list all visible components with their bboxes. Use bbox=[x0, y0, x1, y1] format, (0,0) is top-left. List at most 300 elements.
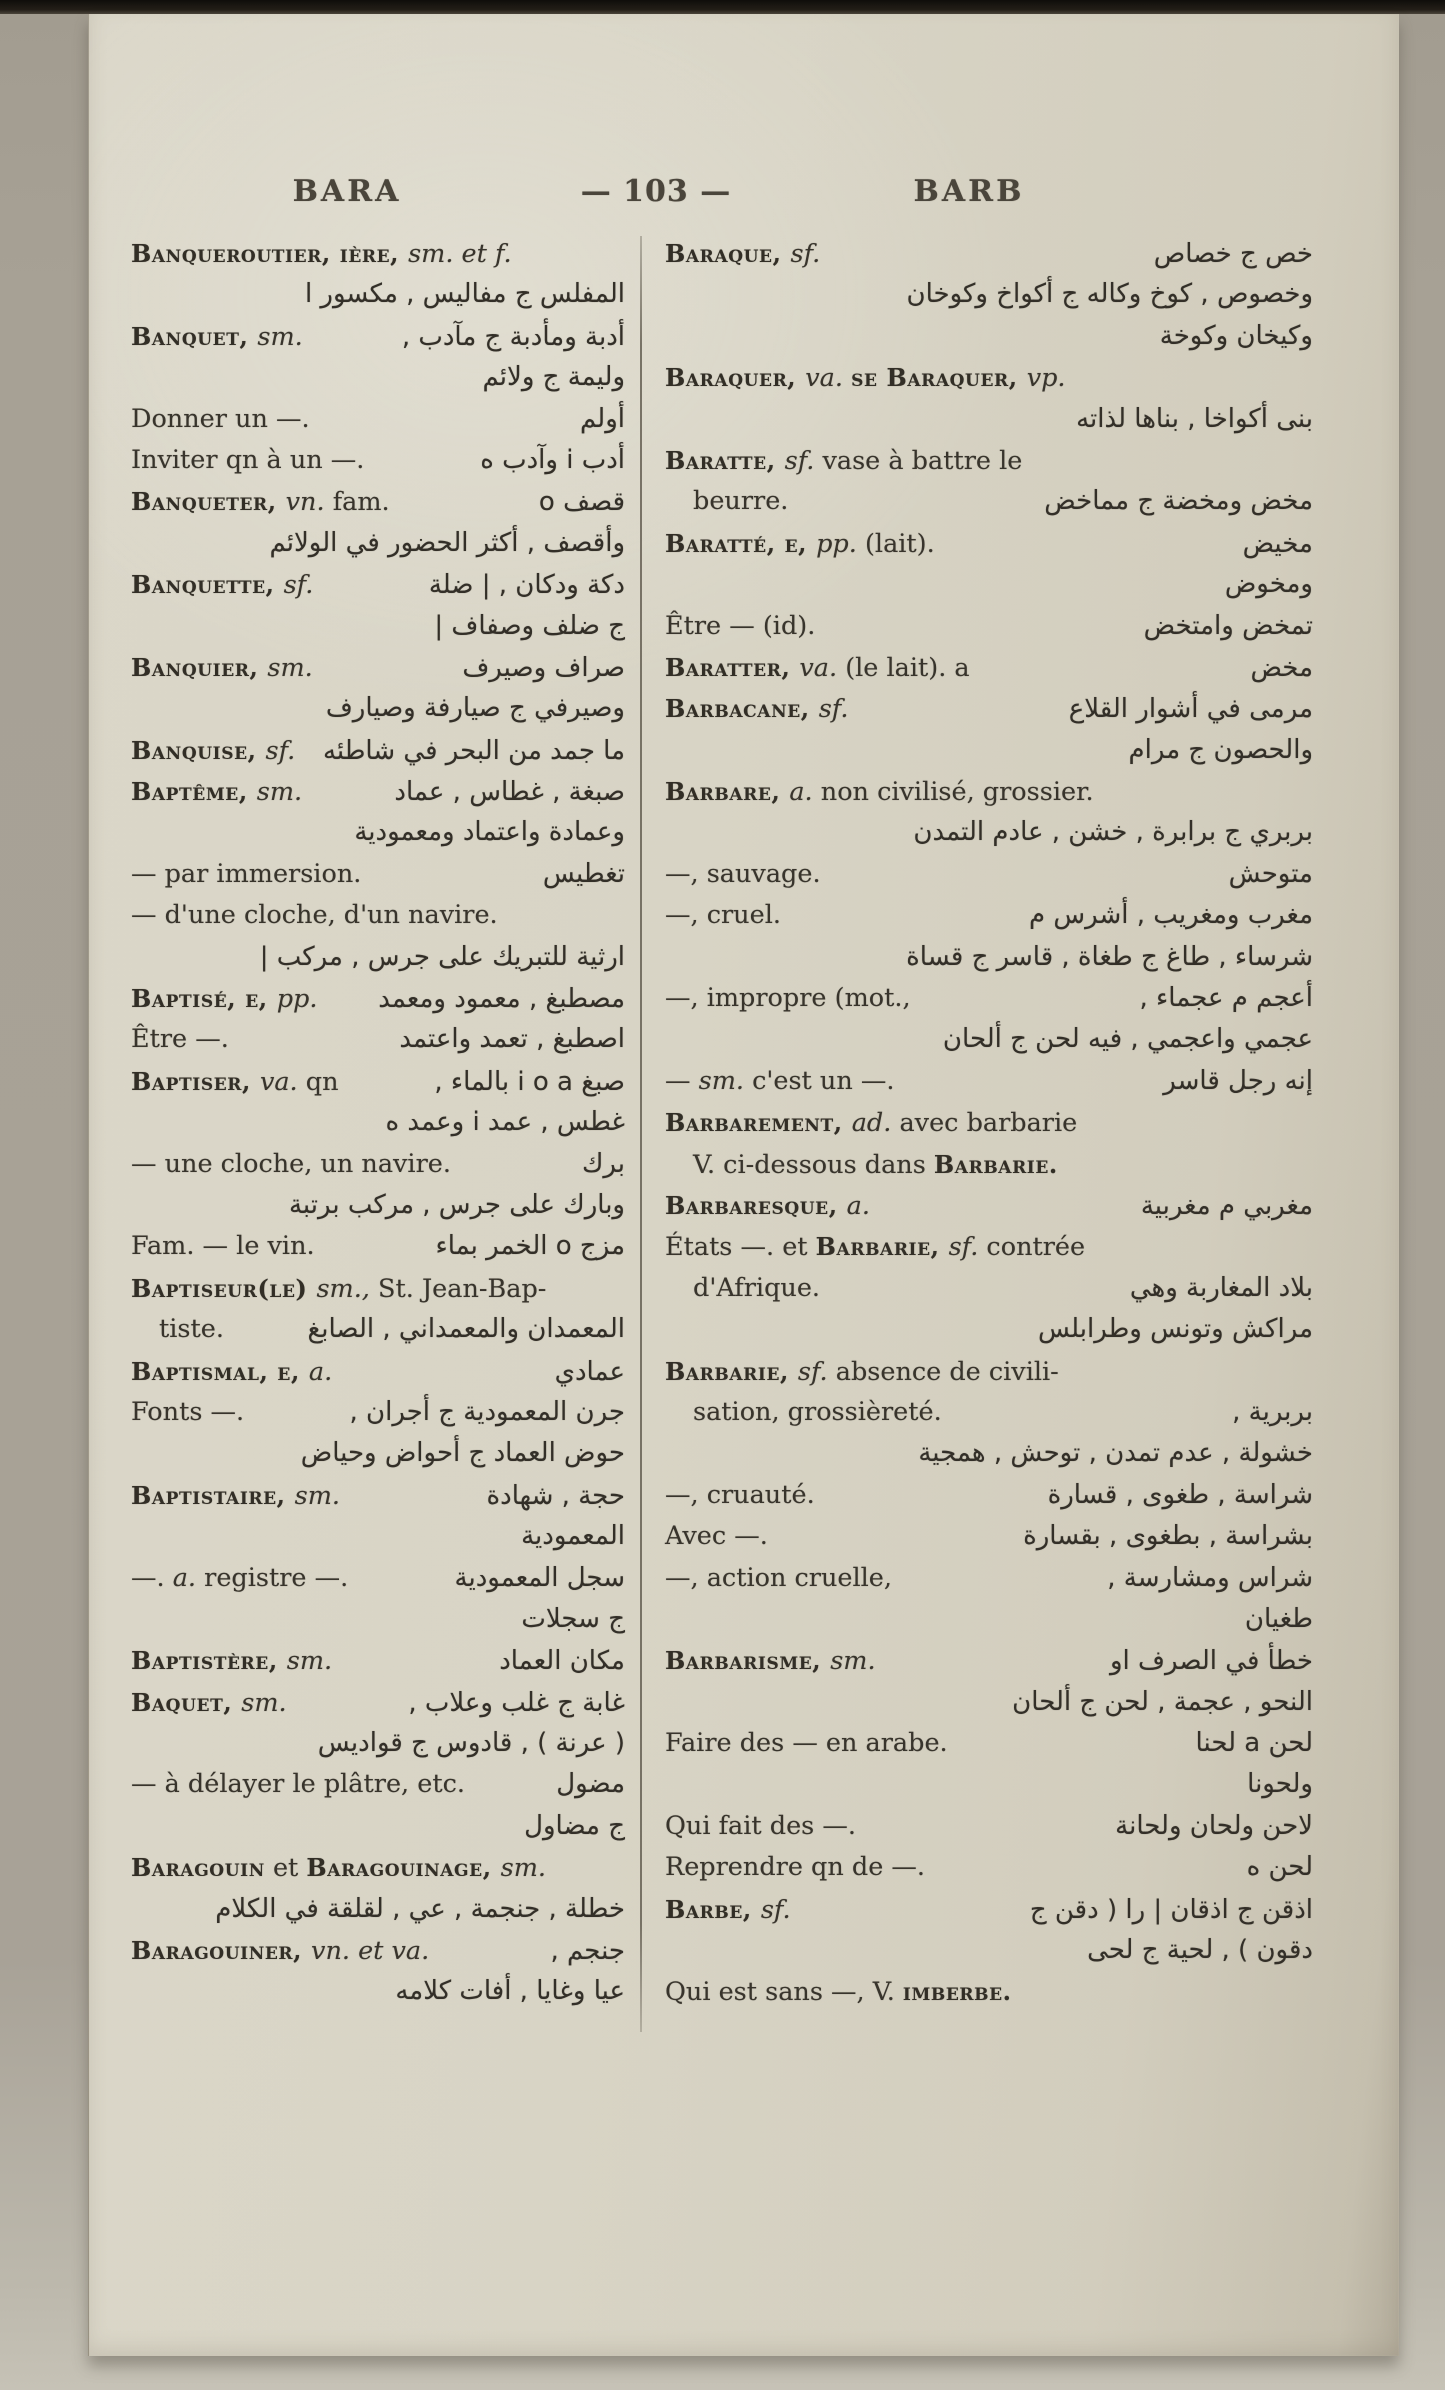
headword: Baptistère, bbox=[131, 1646, 287, 1676]
headword: Baptiseur(le) bbox=[131, 1273, 317, 1303]
french-segment: a. bbox=[172, 1562, 197, 1593]
french-text bbox=[131, 1351, 332, 1393]
french-text bbox=[665, 523, 935, 565]
french-segment: sation, grossièreté. bbox=[693, 1396, 942, 1427]
arabic-text: مخض ومخضة ج مماخض bbox=[1044, 486, 1313, 517]
french-text bbox=[131, 316, 303, 358]
arabic-text: قصف o bbox=[538, 487, 625, 518]
french-segment: (le lait). a bbox=[845, 652, 970, 683]
arabic-text: شراس ومشارسة , bbox=[1107, 1562, 1313, 1593]
french-segment: a. bbox=[789, 777, 821, 808]
french-segment: Être —. bbox=[131, 1024, 229, 1055]
french-segment: sm. bbox=[286, 1646, 333, 1677]
french-text bbox=[665, 1723, 948, 1764]
headword: Banquise, bbox=[131, 735, 266, 765]
dict-line bbox=[665, 606, 1313, 647]
arabic-text: والحصون ج مرام bbox=[1128, 734, 1313, 765]
headword: Barbare, bbox=[665, 777, 790, 807]
dict-line bbox=[665, 1144, 1313, 1185]
arabic-text: أدبة ومأدبة ج مآدب , bbox=[401, 321, 625, 352]
dict-line bbox=[665, 1475, 1313, 1516]
running-head-left: BARA bbox=[292, 174, 402, 209]
french-text bbox=[131, 771, 302, 813]
french-text bbox=[131, 1558, 348, 1599]
arabic-text: ج مضاول bbox=[524, 1810, 625, 1841]
french-text bbox=[131, 1268, 546, 1310]
french-text bbox=[665, 440, 1022, 482]
dict-line bbox=[665, 647, 1313, 688]
french-segment: sm. et f. bbox=[408, 239, 512, 269]
french-segment: Fonts —. bbox=[131, 1396, 245, 1427]
arabic-text: متوحش bbox=[1228, 858, 1313, 889]
french-segment: V. ci-dessous dans bbox=[693, 1149, 934, 1180]
dict-line bbox=[665, 937, 1313, 978]
dict-line bbox=[131, 1475, 625, 1516]
dict-line bbox=[131, 1185, 625, 1226]
arabic-text: بشراسة , بطغوى , بقسارة bbox=[1023, 1521, 1313, 1552]
arabic-text: جرن المعمودية ج أجران , bbox=[349, 1396, 625, 1427]
dict-line bbox=[665, 854, 1313, 895]
arabic-text: المعمودية bbox=[521, 1521, 625, 1552]
french-text bbox=[665, 1847, 925, 1888]
arabic-text: خشولة , عدم تمدن , توحش , همجية bbox=[918, 1438, 1313, 1469]
french-text bbox=[131, 564, 313, 606]
arabic-text: عجمي واعجمي , فيه لحن ج ألحان bbox=[942, 1024, 1313, 1055]
dict-line bbox=[665, 1185, 1313, 1226]
french-text bbox=[131, 1640, 332, 1682]
headword: Baratter, bbox=[665, 652, 800, 682]
french-segment: vp. bbox=[1026, 363, 1066, 394]
dict-line bbox=[665, 1392, 1313, 1433]
arabic-text: وكيخان وكوخة bbox=[1159, 320, 1313, 351]
arabic-text: لحن ه bbox=[1246, 1852, 1313, 1883]
french-segment: qn bbox=[297, 1066, 339, 1097]
arabic-text: حجة , شهادة bbox=[486, 1480, 625, 1511]
arabic-text: أولم bbox=[579, 403, 625, 434]
french-text bbox=[665, 1185, 870, 1227]
french-segment: sm. bbox=[267, 652, 313, 683]
french-text bbox=[131, 1764, 465, 1805]
headword: Baragouinage, bbox=[306, 1853, 501, 1883]
french-text bbox=[665, 647, 970, 689]
arabic-text: اصطبغ , تعمد واعتمد bbox=[399, 1024, 625, 1055]
arabic-text: عيا وغايا , أفات كلامه bbox=[395, 1976, 625, 2007]
dict-line bbox=[131, 1930, 625, 1971]
french-segment: fam. bbox=[324, 487, 390, 518]
arabic-text: مصطبغ , معمود ومعمد bbox=[378, 984, 625, 1015]
arabic-text: المعمدان والمعمداني , الصابغ bbox=[307, 1314, 625, 1345]
headword: Barbe, bbox=[665, 1894, 761, 1924]
dict-line bbox=[665, 1930, 1313, 1971]
french-text bbox=[665, 1971, 1012, 2013]
arabic-text: صبغة , غطاس , عماد bbox=[394, 777, 625, 808]
french-text bbox=[131, 978, 317, 1020]
dict-line bbox=[131, 1599, 625, 1640]
dict-line bbox=[665, 481, 1313, 522]
french-text bbox=[131, 730, 295, 772]
dict-line bbox=[665, 1764, 1313, 1805]
french-segment: sf. bbox=[790, 239, 821, 269]
arabic-text: حوض العماد ج أحواض وحياض bbox=[300, 1438, 625, 1469]
arabic-text: غطس , عمد i وعمد ه bbox=[385, 1107, 625, 1138]
headword: Baragouin bbox=[131, 1853, 265, 1883]
french-segment: va. bbox=[259, 1066, 298, 1097]
dict-line bbox=[665, 1723, 1313, 1764]
dict-line bbox=[131, 647, 625, 688]
french-text bbox=[665, 1889, 791, 1931]
french-segment: c'est un —. bbox=[743, 1065, 895, 1096]
arabic-text: وعمادة واعتماد ومعمودية bbox=[354, 817, 625, 848]
arabic-text: تغطيس bbox=[542, 858, 625, 889]
dict-line bbox=[665, 812, 1313, 853]
dict-line bbox=[665, 1019, 1313, 1060]
french-segment: —, cruauté. bbox=[665, 1479, 815, 1510]
arabic-text: صراف وصيرف bbox=[462, 652, 625, 683]
french-segment: —, sauvage. bbox=[665, 858, 821, 889]
french-segment: Être — (id). bbox=[665, 610, 816, 641]
headword: Barbarisme, bbox=[665, 1646, 831, 1676]
dict-line bbox=[131, 399, 625, 440]
right-column bbox=[665, 233, 1313, 2013]
photo-top-edge bbox=[0, 0, 1445, 14]
arabic-text: اذقن ج اذقان | را ( دقن ج bbox=[1029, 1894, 1313, 1925]
headword: Baragouiner, bbox=[131, 1936, 312, 1966]
dict-line bbox=[131, 1764, 625, 1805]
headword: Baratté, e, bbox=[665, 528, 817, 558]
dict-line bbox=[131, 440, 625, 481]
arabic-text: مغربي م مغربية bbox=[1140, 1190, 1313, 1221]
french-segment: sm. bbox=[256, 777, 303, 808]
french-segment: vase à battre le bbox=[822, 445, 1023, 476]
dict-line bbox=[131, 978, 625, 1019]
arabic-text: مرمى في أشوار القلاع bbox=[1068, 694, 1313, 725]
arabic-text: دقون ) , لحية ج لحى bbox=[1087, 1935, 1313, 1966]
dict-line bbox=[665, 523, 1313, 564]
dict-line bbox=[665, 1351, 1313, 1392]
arabic-text: خطلة , جنجمة , عي , لقلقة في الكلام bbox=[215, 1893, 625, 1924]
french-text bbox=[131, 647, 313, 689]
arabic-text: إنه رجل قاسر bbox=[1163, 1065, 1313, 1096]
headword: Barbarie, bbox=[665, 1356, 798, 1386]
dict-line bbox=[665, 1599, 1313, 1640]
dict-line bbox=[665, 1889, 1313, 1930]
french-text bbox=[131, 1682, 287, 1724]
french-segment: Fam. — le vin. bbox=[131, 1231, 315, 1262]
french-segment: vn. bbox=[285, 487, 325, 518]
dict-line bbox=[665, 1102, 1313, 1143]
arabic-text: مضول bbox=[556, 1769, 625, 1800]
arabic-text: ج ضلف وصفاف | bbox=[434, 610, 625, 641]
running-head-right: BARB bbox=[913, 174, 1025, 209]
dict-line bbox=[665, 688, 1313, 729]
french-text bbox=[131, 1226, 315, 1267]
dict-line bbox=[131, 1102, 625, 1143]
french-text bbox=[665, 688, 848, 730]
french-text bbox=[665, 1351, 1059, 1393]
dict-line bbox=[131, 274, 625, 315]
dict-line bbox=[131, 1806, 625, 1847]
dict-line bbox=[131, 1268, 625, 1309]
arabic-text: ما جمد من البحر في شاطئه bbox=[322, 735, 625, 766]
french-segment: Qui fait des —. bbox=[665, 1810, 856, 1841]
french-segment: États —. et bbox=[665, 1232, 816, 1263]
arabic-text: وبارك على جرس , مركب برتبة bbox=[288, 1189, 625, 1220]
french-segment: sf. bbox=[948, 1232, 979, 1263]
arabic-text: وخصوص , كوخ وكاله ج أكواخ وكوخان bbox=[906, 279, 1313, 310]
french-text bbox=[665, 895, 781, 936]
arabic-text: جنجم , bbox=[550, 1936, 625, 1967]
dict-line bbox=[131, 1558, 625, 1599]
french-segment: —, cruel. bbox=[665, 900, 781, 931]
dict-line bbox=[131, 1226, 625, 1267]
dict-line bbox=[131, 895, 625, 936]
dict-line bbox=[665, 1682, 1313, 1723]
french-segment: d'Afrique. bbox=[693, 1272, 821, 1303]
french-segment: sf. bbox=[760, 1894, 791, 1925]
arabic-text: وليمة ج ولائم bbox=[482, 362, 625, 393]
french-text bbox=[131, 1475, 340, 1517]
dict-line bbox=[665, 1847, 1313, 1888]
headword: Barbacane, bbox=[665, 694, 819, 724]
french-segment: (lait). bbox=[864, 528, 935, 559]
dict-line bbox=[131, 1971, 625, 2012]
arabic-text: ارثية للتبريك على جرس , مركب | bbox=[259, 941, 625, 972]
headword: Baraque, bbox=[665, 239, 791, 268]
arabic-text: برك bbox=[581, 1148, 625, 1179]
dict-line bbox=[131, 564, 625, 605]
french-segment: vn. et va. bbox=[311, 1936, 430, 1967]
french-segment: sm. bbox=[698, 1065, 744, 1096]
headword: Banquette, bbox=[131, 570, 284, 600]
french-text bbox=[693, 481, 788, 522]
dict-line bbox=[665, 399, 1313, 440]
french-segment: a. bbox=[308, 1356, 333, 1387]
french-segment: et bbox=[264, 1853, 307, 1884]
french-segment: sf. bbox=[283, 570, 314, 601]
dict-line bbox=[131, 606, 625, 647]
dict-line bbox=[665, 233, 1313, 274]
french-segment: absence de civili- bbox=[835, 1356, 1059, 1387]
dict-line bbox=[131, 854, 625, 895]
french-text bbox=[665, 233, 820, 275]
dict-line bbox=[131, 1392, 625, 1433]
headword: Barbarie, bbox=[815, 1232, 949, 1262]
french-text bbox=[665, 771, 1094, 813]
french-segment: registre —. bbox=[196, 1562, 349, 1593]
french-text bbox=[665, 1475, 815, 1516]
french-text bbox=[131, 854, 361, 895]
dict-line bbox=[665, 1433, 1313, 1474]
french-text bbox=[665, 1640, 876, 1682]
dict-line bbox=[665, 1309, 1313, 1350]
french-segment: Inviter qn à un —. bbox=[131, 444, 365, 475]
french-segment: sm. bbox=[294, 1480, 340, 1511]
arabic-text: وصيرفي ج صيارفة وصيارف bbox=[325, 693, 625, 724]
french-segment: —, impropre (mot., bbox=[665, 983, 911, 1014]
french-segment: — bbox=[665, 1065, 699, 1096]
french-text bbox=[131, 895, 498, 936]
french-segment: Reprendre qn de —. bbox=[665, 1852, 926, 1883]
french-text bbox=[693, 1144, 1058, 1186]
arabic-text: النحو , عجمة , لحن ج ألحان bbox=[1012, 1686, 1313, 1717]
dict-line bbox=[131, 688, 625, 729]
dict-line bbox=[131, 1516, 625, 1557]
french-segment: avec barbarie bbox=[891, 1108, 1078, 1139]
french-text bbox=[665, 1558, 892, 1599]
arabic-text: مخيض bbox=[1242, 528, 1313, 559]
french-text bbox=[131, 440, 364, 481]
french-text bbox=[131, 1930, 429, 1972]
dict-line bbox=[665, 730, 1313, 771]
dict-line bbox=[665, 771, 1313, 812]
french-segment: pp. bbox=[276, 984, 318, 1015]
dict-line bbox=[131, 1144, 625, 1185]
arabic-text: أدب i وآدب ه bbox=[480, 444, 625, 475]
arabic-text: طغيان bbox=[1244, 1603, 1313, 1634]
arabic-text: مراكش وتونس وطرابلس bbox=[1038, 1314, 1313, 1345]
dict-line bbox=[665, 895, 1313, 936]
french-segment: sm. bbox=[830, 1646, 876, 1677]
french-segment: —, action cruelle, bbox=[665, 1562, 892, 1593]
french-segment: — d'une cloche, d'un navire. bbox=[131, 900, 498, 931]
french-text bbox=[131, 233, 512, 275]
dict-line bbox=[665, 1558, 1313, 1599]
french-segment: sm. bbox=[241, 1687, 287, 1718]
left-column bbox=[131, 233, 625, 2013]
dictionary-page bbox=[88, 14, 1399, 2356]
arabic-text: دكة ودكان , | ضلة bbox=[428, 570, 625, 601]
french-segment: sm. bbox=[257, 321, 303, 352]
french-text bbox=[665, 1516, 768, 1557]
dict-line bbox=[665, 1061, 1313, 1102]
arabic-text: عمادي bbox=[554, 1356, 625, 1387]
dict-line bbox=[131, 1889, 625, 1930]
french-segment: va. bbox=[805, 363, 852, 394]
dict-line bbox=[131, 523, 625, 564]
french-text bbox=[665, 1102, 1077, 1144]
french-text bbox=[665, 1806, 856, 1847]
arabic-text: خص ج خصاص bbox=[1153, 239, 1313, 269]
dict-line bbox=[131, 937, 625, 978]
dict-line bbox=[665, 274, 1313, 315]
french-text bbox=[131, 1847, 546, 1889]
dict-line bbox=[665, 1640, 1313, 1681]
arabic-text: شراسة , طغوى , قسارة bbox=[1047, 1479, 1313, 1510]
arabic-text: ولحونا bbox=[1247, 1769, 1313, 1800]
french-segment: sf. bbox=[818, 694, 849, 725]
dict-line bbox=[665, 978, 1313, 1019]
dict-line bbox=[131, 481, 625, 522]
french-segment: Qui est sans —, V. bbox=[665, 1977, 903, 2008]
french-text bbox=[131, 481, 390, 523]
french-text bbox=[665, 1226, 1085, 1268]
dict-line bbox=[665, 1516, 1313, 1557]
french-segment: non civilisé, grossier. bbox=[820, 777, 1094, 808]
headword: Baptistaire, bbox=[131, 1480, 295, 1510]
headword: Banquier, bbox=[131, 652, 268, 682]
french-segment: sf. bbox=[784, 445, 823, 476]
dict-line bbox=[131, 1723, 625, 1764]
arabic-text: شرساء , طاغ ج طغاة , قاسر ج قساة bbox=[906, 941, 1313, 972]
headword: Baptiser, bbox=[131, 1066, 260, 1096]
dict-line bbox=[665, 564, 1313, 605]
french-segment: Avec —. bbox=[665, 1521, 768, 1552]
headword: Baratte, bbox=[665, 445, 785, 475]
french-segment: sf. bbox=[265, 735, 296, 766]
headword: imberbe. bbox=[902, 1977, 1012, 2007]
dict-line bbox=[131, 1640, 625, 1681]
dict-line bbox=[131, 771, 625, 812]
dict-line bbox=[665, 1226, 1313, 1267]
headword: Banqueroutier, ière, bbox=[131, 239, 409, 268]
arabic-text: ومخوض bbox=[1224, 569, 1313, 600]
arabic-text: لحن a لحنا bbox=[1195, 1728, 1313, 1759]
dict-line bbox=[665, 316, 1313, 357]
headword: Barbaresque, bbox=[665, 1190, 847, 1220]
arabic-text: لاحن ولحان ولحانة bbox=[1115, 1810, 1313, 1841]
french-text bbox=[159, 1309, 224, 1350]
arabic-text: مكان العماد bbox=[499, 1646, 625, 1677]
french-text bbox=[693, 1268, 820, 1309]
french-text bbox=[131, 399, 310, 440]
french-segment: a. bbox=[846, 1190, 870, 1221]
dict-line bbox=[131, 1019, 625, 1060]
dict-line bbox=[131, 1847, 625, 1888]
dict-line bbox=[131, 1351, 625, 1392]
french-text bbox=[131, 1144, 451, 1185]
french-segment: Donner un —. bbox=[131, 403, 310, 434]
dict-line bbox=[131, 357, 625, 398]
arabic-text: ( عرنة ) , قادوس ج قواديس bbox=[317, 1728, 625, 1759]
arabic-text: أعجم م عجماء , bbox=[1139, 983, 1313, 1014]
arabic-text: بلاد المغاربة وهي bbox=[1129, 1272, 1313, 1303]
column-divider bbox=[640, 236, 642, 2032]
headword: Baptismal, e, bbox=[131, 1356, 309, 1386]
french-segment: va. bbox=[799, 652, 846, 683]
dict-line bbox=[665, 1268, 1313, 1309]
headword: Baptisé, e, bbox=[131, 984, 277, 1014]
dict-line bbox=[665, 1806, 1313, 1847]
french-text bbox=[693, 1392, 942, 1433]
dict-line bbox=[131, 730, 625, 771]
headword: Banqueter, bbox=[131, 487, 286, 517]
headword: Baptême, bbox=[131, 777, 257, 807]
arabic-text: بربرية , bbox=[1232, 1396, 1313, 1427]
dict-line bbox=[665, 357, 1313, 398]
dict-line bbox=[131, 1682, 625, 1723]
french-segment: ad. bbox=[851, 1108, 892, 1139]
french-segment: — une cloche, un navire. bbox=[131, 1148, 451, 1179]
arabic-text: مخض bbox=[1250, 652, 1313, 683]
arabic-text: بنى أكواخا , بناها لذاته bbox=[1076, 403, 1313, 434]
french-segment: sf. bbox=[797, 1356, 836, 1387]
headword: Barbarement, bbox=[665, 1108, 852, 1138]
dict-line bbox=[131, 316, 625, 357]
arabic-text: مغرب ومغريب , أشرس م bbox=[1029, 900, 1313, 931]
dict-line bbox=[665, 1971, 1313, 2012]
headword: Barbarie. bbox=[933, 1149, 1058, 1179]
french-text bbox=[665, 606, 815, 647]
arabic-text: ج سجلات bbox=[521, 1603, 625, 1634]
french-segment: St. Jean-Bap- bbox=[378, 1273, 547, 1304]
french-text bbox=[665, 1061, 894, 1102]
french-segment: tiste. bbox=[159, 1314, 224, 1345]
french-segment: sm. bbox=[500, 1853, 546, 1884]
french-segment: Faire des — en arabe. bbox=[665, 1728, 948, 1759]
french-text bbox=[131, 1019, 229, 1060]
headword: Baraquer, bbox=[665, 363, 806, 393]
dict-line bbox=[131, 233, 625, 274]
